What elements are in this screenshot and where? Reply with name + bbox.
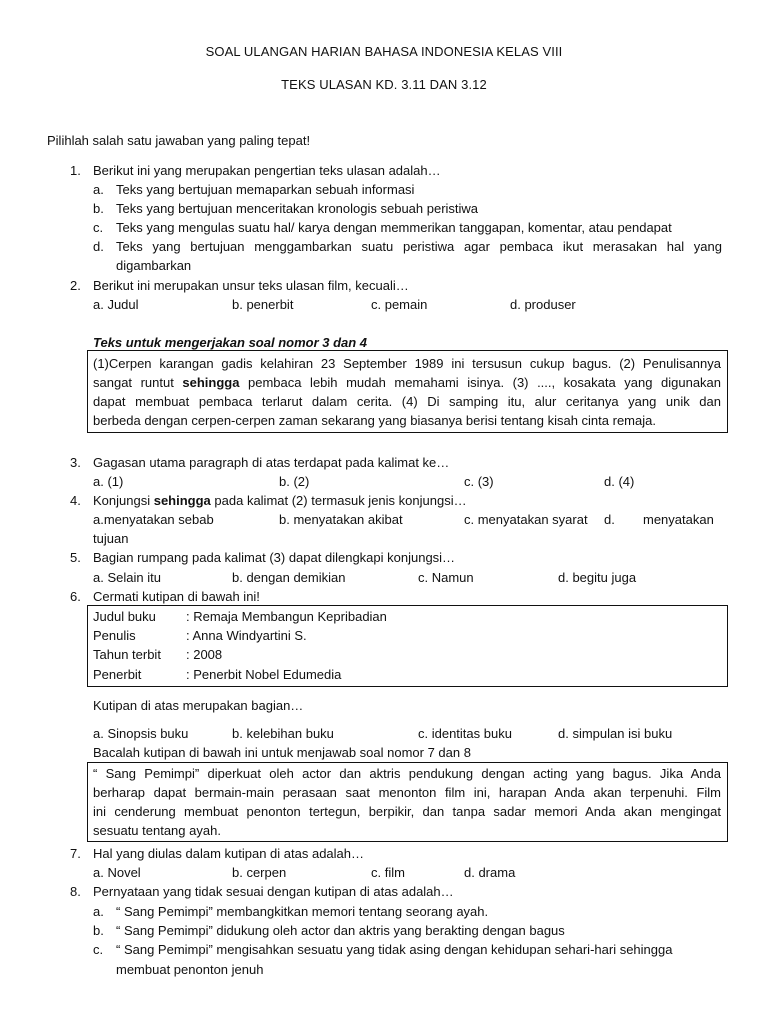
citation-value-publisher: : Penerbit Nobel Edumedia bbox=[186, 667, 342, 682]
q1-option-d-cont: digambarkan bbox=[116, 258, 192, 273]
q4-option-c: c. menyatakan syarat bbox=[464, 512, 588, 527]
q1-number: 1. bbox=[70, 163, 81, 178]
q8-option-b-letter: b. bbox=[93, 923, 104, 938]
q1-text: Berikut ini yang merupakan pengertian teks ulasan adalah… bbox=[93, 163, 441, 178]
q7-option-b: b. cerpen bbox=[232, 865, 287, 880]
q3-text: Gagasan utama paragraph di atas terdapat pada kalimat ke… bbox=[93, 455, 450, 470]
passage2-line-4: sesuatu tentang ayah. bbox=[93, 823, 221, 838]
citation-box bbox=[87, 605, 728, 687]
citation-label-year: Tahun terbit bbox=[93, 647, 161, 662]
q8-text: Pernyataan yang tidak sesuai dengan kutipan di atas adalah… bbox=[93, 884, 454, 899]
q1-option-a: Teks yang bertujuan memaparkan sebuah informasi bbox=[116, 182, 415, 197]
q4-option-b: b. menyatakan akibat bbox=[279, 512, 403, 527]
passage2-intro: Bacalah kutipan di bawah ini untuk menjawab soal nomor 7 dan 8 bbox=[93, 745, 471, 760]
q6-option-d: d. simpulan isi buku bbox=[558, 726, 673, 741]
q6-option-b: b. kelebihan buku bbox=[232, 726, 334, 741]
citation-label-publisher: Penerbit bbox=[93, 667, 142, 682]
q7-option-d: d. drama bbox=[464, 865, 516, 880]
citation-value-author: : Anna Windyartini S. bbox=[186, 628, 307, 643]
q1-option-d-letter: d. bbox=[93, 239, 104, 254]
passage1-heading: Teks untuk mengerjakan soal nomor 3 dan 4 bbox=[93, 335, 368, 350]
q7-number: 7. bbox=[70, 846, 81, 861]
passage2-line-2: berharap dapat bermain-main perasaan saat menonton film ini, harapan Anda akan terpenuhi. Film bbox=[93, 785, 721, 800]
q3-option-a: a. (1) bbox=[93, 474, 124, 489]
q8-option-b: “ Sang Pemimpi” didukung oleh actor dan aktris yang berakting dengan bagus bbox=[116, 923, 565, 938]
q5-option-b: b. dengan demikian bbox=[232, 570, 346, 585]
q1-option-c: Teks yang mengulas suatu hal/ karya dengan memmerikan tanggapan, komentar, atau pendapat bbox=[116, 220, 672, 235]
q6-option-c: c. identitas buku bbox=[418, 726, 512, 741]
q1-option-d: Teks yang bertujuan menggambarkan suatu peristiwa agar pembaca ikut merasakan hal yang bbox=[116, 239, 722, 254]
citation-value-year: : 2008 bbox=[186, 647, 223, 662]
q6-text: Cermati kutipan di bawah ini! bbox=[93, 589, 260, 604]
q4-option-d-cont: tujuan bbox=[93, 531, 129, 546]
q2-option-b: b. penerbit bbox=[232, 297, 294, 312]
passage1-line-2: sangat runtut sehingga pembaca lebih mudah memahami isinya. (3) ...., kosakata yang digunakan bbox=[93, 375, 722, 390]
q5-option-d: d. begitu juga bbox=[558, 570, 637, 585]
q8-number: 8. bbox=[70, 884, 81, 899]
q2-option-c: c. pemain bbox=[371, 297, 428, 312]
passage2-line-1: “ Sang Pemimpi” diperkuat oleh actor dan aktris pendukung dengan acting yang bagus. Jika Anda bbox=[93, 766, 721, 781]
q3-option-c: c. (3) bbox=[464, 474, 494, 489]
q2-option-a: a. Judul bbox=[93, 297, 139, 312]
q1-option-a-letter: a. bbox=[93, 182, 104, 197]
passage1-keyword: sehingga bbox=[182, 375, 240, 390]
q2-text: Berikut ini merupakan unsur teks ulasan film, kecuali… bbox=[93, 278, 409, 293]
passage1-line-3: dapat membuat pembaca terlarut dalam cerita. (4) Di samping itu, alur ceritanya yang unik dan bbox=[93, 394, 721, 409]
q4-number: 4. bbox=[70, 493, 81, 508]
q1-option-b-letter: b. bbox=[93, 201, 104, 216]
q3-number: 3. bbox=[70, 455, 81, 470]
passage2-line-3: ini cenderung membuat penonton tertegun, berpikir, dan tanpa sadar memori Anda akan mengingat bbox=[93, 804, 721, 819]
q4-option-d: menyatakan bbox=[643, 512, 714, 527]
q5-number: 5. bbox=[70, 550, 81, 565]
q7-option-a: a. Novel bbox=[93, 865, 141, 880]
instruction: Pilihlah salah satu jawaban yang paling tepat! bbox=[47, 133, 311, 148]
passage1-line-4: berbeda dengan cerpen-cerpen zaman sekarang yang biasanya berisi tentang kisah cinta remaja. bbox=[93, 413, 656, 428]
q8-option-a-letter: a. bbox=[93, 904, 104, 919]
q2-option-d: d. produser bbox=[510, 297, 576, 312]
citation-value-title: : Remaja Membangun Kepribadian bbox=[186, 609, 387, 624]
citation-label-author: Penulis bbox=[93, 628, 136, 643]
q8-option-c: “ Sang Pemimpi” mengisahkan sesuatu yang tidak asing dengan kehidupan sehari-hari sehingga bbox=[116, 942, 673, 957]
q2-number: 2. bbox=[70, 278, 81, 293]
q8-option-a: “ Sang Pemimpi” membangkitkan memori tentang seorang ayah. bbox=[116, 904, 489, 919]
q8-option-c-cont: membuat penonton jenuh bbox=[116, 962, 264, 977]
q8-option-c-letter: c. bbox=[93, 942, 104, 957]
passage1-line-1: (1)Cerpen karangan gadis kelahiran 23 September 1989 ini tersusun cukup bagus. (2) Penulisannya bbox=[93, 356, 721, 371]
q6-follow-text: Kutipan di atas merupakan bagian… bbox=[93, 698, 304, 713]
q4-option-a: a.menyatakan sebab bbox=[93, 512, 214, 527]
q6-number: 6. bbox=[70, 589, 81, 604]
q3-option-b: b. (2) bbox=[279, 474, 310, 489]
q1-option-c-letter: c. bbox=[93, 220, 104, 235]
q4-option-d-letter: d. bbox=[604, 512, 615, 527]
page-title: SOAL ULANGAN HARIAN BAHASA INDONESIA KELAS VIII bbox=[205, 44, 563, 59]
page-subtitle: TEKS ULASAN KD. 3.11 DAN 3.12 bbox=[281, 77, 487, 92]
q5-option-a: a. Selain itu bbox=[93, 570, 161, 585]
citation-label-title: Judul buku bbox=[93, 609, 156, 624]
q5-text: Bagian rumpang pada kalimat (3) dapat dilengkapi konjungsi… bbox=[93, 550, 456, 565]
q1-option-b: Teks yang bertujuan menceritakan kronologis sebuah peristiwa bbox=[116, 201, 479, 216]
q4-text: Konjungsi sehingga pada kalimat (2) termasuk jenis konjungsi… bbox=[93, 493, 467, 508]
q7-text: Hal yang diulas dalam kutipan di atas adalah… bbox=[93, 846, 365, 861]
q7-option-c: c. film bbox=[371, 865, 405, 880]
q6-option-a: a. Sinopsis buku bbox=[93, 726, 189, 741]
q5-option-c: c. Namun bbox=[418, 570, 474, 585]
q3-option-d: d. (4) bbox=[604, 474, 635, 489]
